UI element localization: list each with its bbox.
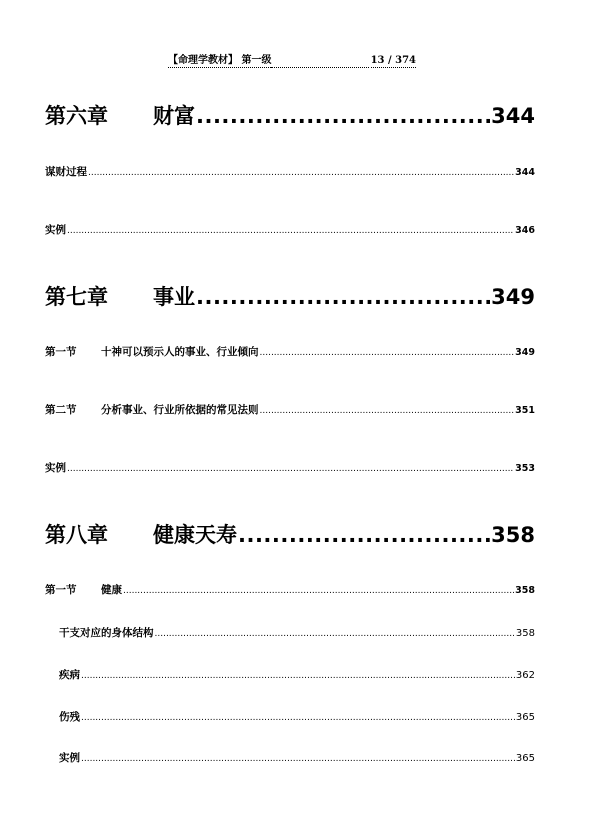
page-number: 365 [515,753,535,764]
page-number: 358 [491,523,535,547]
dot-leader [196,285,490,309]
chapter-title: 事业 [153,285,195,309]
toc-section[interactable] [45,460,535,474]
dot-leader [155,629,515,639]
header-rule [271,66,368,68]
toc-section[interactable] [45,222,535,236]
toc-section[interactable] [45,164,535,178]
dot-leader [196,104,490,128]
page-number: 358 [515,628,535,639]
page-number: 344 [491,104,535,128]
page-indicator: 13 / 374 [370,55,416,66]
page-number: 353 [515,463,535,474]
dot-leader [238,523,490,547]
toc-subsection[interactable] [59,750,535,764]
page-number: 349 [491,285,535,309]
chapter-title: 健康天寿 [153,523,237,547]
dot-leader [260,348,515,358]
dot-leader [81,754,515,764]
chapter-number: 第六章 [45,104,108,128]
toc-chapter-8[interactable] [45,519,535,545]
dot-leader [67,464,514,474]
page-number: 349 [515,347,535,358]
document-title: 【命理学教材】 第一级 [168,51,271,68]
page-number: 362 [515,670,535,681]
section-number: 第一节 [45,584,77,596]
toc-subsection[interactable] [59,709,535,723]
subsection-title: 伤残 [59,711,80,723]
dot-leader [81,671,515,681]
chapter-number: 第八章 [45,523,108,547]
toc-section[interactable] [45,582,535,596]
toc-section[interactable] [45,402,535,416]
page-number: 358 [515,585,535,596]
page-header [168,52,416,68]
page-number: 365 [515,712,535,723]
dot-leader [260,406,515,416]
page-number: 346 [515,225,535,236]
chapter-title: 财富 [153,104,195,128]
section-number: 第一节 [45,346,77,358]
page-number: 351 [515,405,535,416]
section-title: 十神可以预示人的事业、行业倾向 [101,346,259,358]
toc-subsection[interactable] [59,667,535,681]
subsection-title: 干支对应的身体结构 [59,627,154,639]
page-number: 344 [515,167,535,178]
section-title: 健康 [101,584,122,596]
dot-leader [67,226,514,236]
subsection-title: 实例 [59,752,80,764]
toc-chapter-6[interactable] [45,100,535,126]
section-title: 实例 [45,224,66,236]
chapter-number: 第七章 [45,285,108,309]
dot-leader [81,713,515,723]
section-title: 分析事业、行业所依据的常见法则 [101,404,259,416]
dot-leader [88,168,514,178]
section-title: 实例 [45,462,66,474]
toc-chapter-7[interactable] [45,281,535,307]
subsection-title: 疾病 [59,669,80,681]
section-number: 第二节 [45,404,77,416]
toc-section[interactable] [45,344,535,358]
dot-leader [123,586,514,596]
section-title: 谋财过程 [45,166,87,178]
toc-subsection[interactable] [59,625,535,639]
